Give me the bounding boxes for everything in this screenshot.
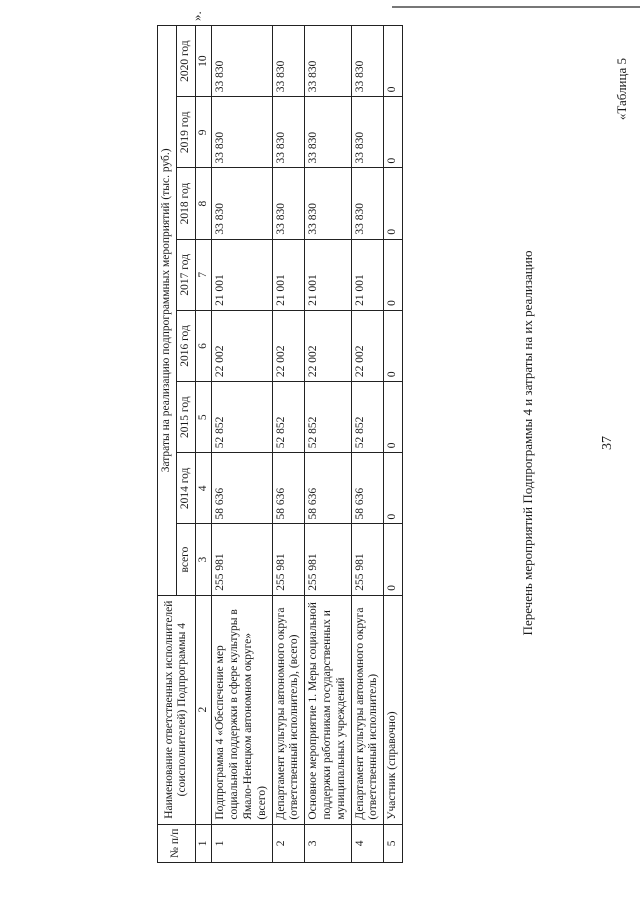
header-year: 2017 год: [176, 239, 195, 310]
row-value: 33 830: [212, 168, 272, 239]
rotated-page: [2, 3, 629, 883]
column-index-row: [195, 26, 212, 863]
column-index: 3: [195, 524, 212, 595]
row-value: 22 002: [212, 310, 272, 381]
measures-table: [157, 25, 403, 863]
row-value: 0: [384, 382, 403, 453]
closing-quote: ».: [189, 11, 204, 21]
row-name: Основное мероприятие 1. Меры социальной поддержки работникам государственных и муниципальных учреждений: [305, 595, 351, 824]
column-index: 5: [195, 382, 212, 453]
column-index: 1: [195, 824, 212, 862]
table-row: [272, 26, 305, 863]
table-row: [351, 26, 384, 863]
header-row-1: [158, 26, 177, 863]
row-value: 0: [384, 239, 403, 310]
column-index: 9: [195, 97, 212, 168]
row-value: 52 852: [305, 382, 351, 453]
table-row: [384, 26, 403, 863]
row-value: 22 002: [305, 310, 351, 381]
table-label: «Таблица 5: [614, 58, 629, 121]
column-index: 4: [195, 453, 212, 524]
header-year: 2014 год: [176, 453, 195, 524]
row-value: 58 636: [212, 453, 272, 524]
row-name: Подпрограмма 4 «Обеспечение мер социальной поддержки в сфере культуры в Ямало-Ненецком автономном округе» (всего): [212, 595, 272, 824]
row-number: 4: [351, 824, 384, 862]
header-year: 2016 год: [176, 310, 195, 381]
row-value: 33 830: [305, 97, 351, 168]
row-name: Департамент культуры автономного округа (ответственный исполнитель): [351, 595, 384, 824]
row-value: 33 830: [351, 26, 384, 97]
page-number: 37: [600, 436, 615, 450]
row-value: 52 852: [272, 382, 305, 453]
row-number: 2: [272, 824, 305, 862]
row-value: 0: [384, 26, 403, 97]
row-value: 0: [384, 168, 403, 239]
row-value: 0: [384, 453, 403, 524]
row-number: 5: [384, 824, 403, 862]
row-value: 33 830: [272, 97, 305, 168]
header-total: всего: [176, 524, 195, 595]
row-number: 3: [305, 824, 351, 862]
row-value: 58 636: [351, 453, 384, 524]
table-row: [305, 26, 351, 863]
row-value: 22 002: [272, 310, 305, 381]
column-index: 2: [195, 595, 212, 824]
row-value: 33 830: [272, 168, 305, 239]
column-index: 7: [195, 239, 212, 310]
header-year: 2020 год: [176, 26, 195, 97]
row-number: 1: [212, 824, 272, 862]
row-value: 33 830: [212, 26, 272, 97]
column-index: 8: [195, 168, 212, 239]
row-value: 58 636: [305, 453, 351, 524]
row-value: 52 852: [212, 382, 272, 453]
row-value: 255 981: [212, 524, 272, 595]
row-value: 21 001: [212, 239, 272, 310]
header-year: 2019 год: [176, 97, 195, 168]
row-value: 0: [384, 524, 403, 595]
header-year: 2018 год: [176, 168, 195, 239]
header-no: № п/п: [158, 824, 196, 862]
document-title: Перечень мероприятий Подпрограммы 4 и затраты на их реализацию: [520, 250, 535, 636]
row-value: 33 830: [351, 97, 384, 168]
row-name: Участник (справочно): [384, 595, 403, 824]
table-row: [212, 26, 272, 863]
row-value: 0: [384, 310, 403, 381]
column-index: 6: [195, 310, 212, 381]
header-name: Наименование ответственных исполнителей (соисполнителей) Подпрограммы 4: [158, 595, 196, 824]
row-value: 22 002: [351, 310, 384, 381]
row-value: 255 981: [305, 524, 351, 595]
row-value: 255 981: [272, 524, 305, 595]
column-index: 10: [195, 26, 212, 97]
row-value: 33 830: [305, 26, 351, 97]
row-value: 255 981: [351, 524, 384, 595]
row-value: 33 830: [212, 97, 272, 168]
row-value: 52 852: [351, 382, 384, 453]
row-name: Департамент культуры автономного округа (ответственный исполнитель), (всего): [272, 595, 305, 824]
row-value: 21 001: [351, 239, 384, 310]
row-value: 33 830: [305, 168, 351, 239]
row-value: 33 830: [351, 168, 384, 239]
row-value: 58 636: [272, 453, 305, 524]
row-value: 33 830: [272, 26, 305, 97]
header-year: 2015 год: [176, 382, 195, 453]
header-costs: Затраты на реализацию подпрограммных мероприятий (тыс. руб.): [158, 26, 177, 596]
row-value: 21 001: [305, 239, 351, 310]
row-value: 21 001: [272, 239, 305, 310]
row-value: 0: [384, 97, 403, 168]
